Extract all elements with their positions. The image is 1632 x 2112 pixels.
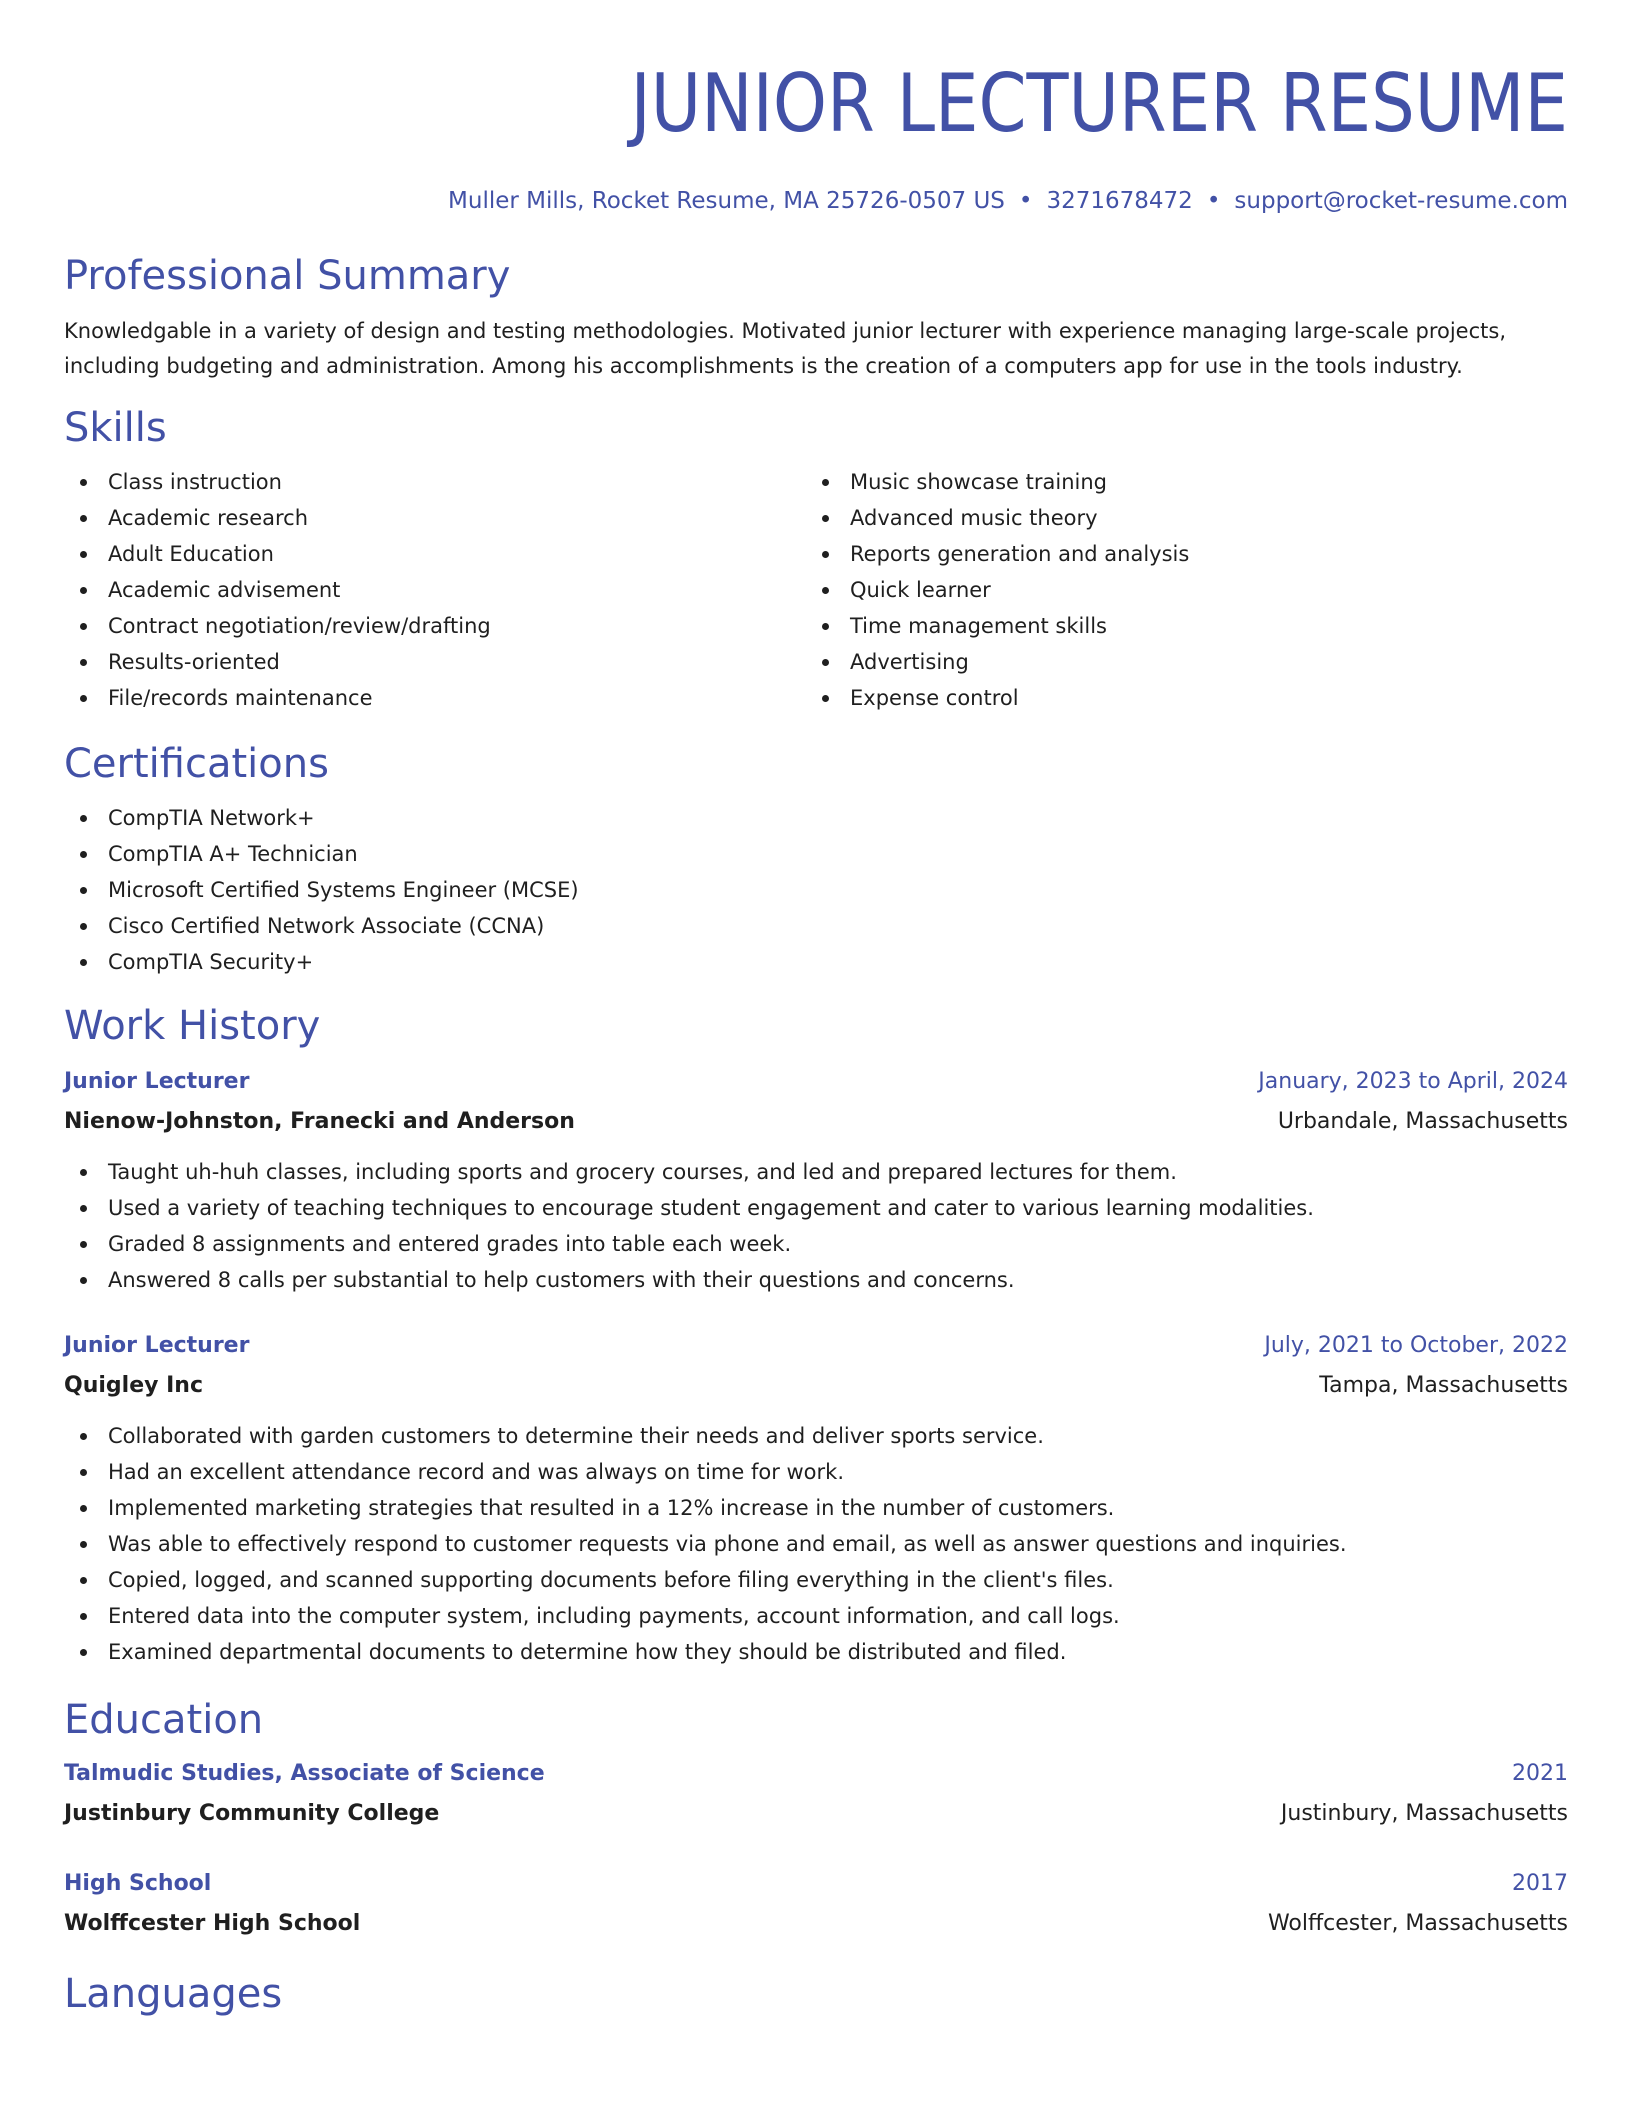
job-header-row	[64, 1326, 1568, 1366]
education-entry	[64, 1754, 1568, 1834]
job-location: Urbandale, Massachusetts	[1277, 1109, 1568, 1134]
contact-address: Muller Mills, Rocket Resume, MA 25726-0507 US	[448, 188, 1005, 214]
job-bullet: Copied, logged, and scanned supporting documents before filing everything in the client's files.	[64, 1562, 1568, 1598]
skill-item: Music showcase training	[806, 464, 1548, 500]
job-bullet: Entered data into the computer system, including payments, account information, and call logs.	[64, 1598, 1568, 1634]
education-school: Justinbury Community College	[64, 1801, 440, 1826]
job-bullets	[64, 1154, 1568, 1298]
education-degree: Talmudic Studies, Associate of Science	[64, 1761, 545, 1786]
resume-page	[64, 0, 1568, 2018]
education-school-row	[64, 1794, 1568, 1834]
certification-item: Microsoft Certified Systems Engineer (MCSE)	[64, 872, 1568, 908]
job-location: Tampa, Massachusetts	[1319, 1373, 1568, 1398]
job-bullet: Implemented marketing strategies that resulted in a 12% increase in the number of customers.	[64, 1490, 1568, 1526]
summary-text: Knowledgable in a variety of design and testing methodologies. Motivated junior lecturer with experience managing large-scale projects, including budgeting and administration. Among his accomplishments is the creation of a computers app for use in the tools industry.	[64, 319, 1506, 378]
job-bullet: Answered 8 calls per substantial to help customers with their questions and concerns.	[64, 1262, 1568, 1298]
education-school-row	[64, 1904, 1568, 1944]
job-dates: January, 2023 to April, 2024	[1258, 1069, 1568, 1094]
job-bullet: Used a variety of teaching techniques to encourage student engagement and cater to various learning modalities.	[64, 1190, 1568, 1226]
job-bullet: Collaborated with garden customers to determine their needs and deliver sports service.	[64, 1418, 1568, 1454]
job-bullet: Taught uh-huh classes, including sports and grocery courses, and led and prepared lectures for them.	[64, 1154, 1568, 1190]
education-heading: Education	[64, 1697, 264, 1743]
certification-item: CompTIA Network+	[64, 800, 1568, 836]
skills-list-right	[806, 464, 1548, 716]
education-location: Wolffcester, Massachusetts	[1267, 1911, 1568, 1936]
certifications-list	[64, 800, 1568, 980]
contact-phone: 3271678472	[1046, 188, 1193, 214]
skill-item: Class instruction	[64, 464, 806, 500]
job-entry	[64, 1062, 1568, 1298]
education-degree: High School	[64, 1871, 212, 1896]
skill-item: Expense control	[806, 680, 1548, 716]
skill-item: Academic advisement	[64, 572, 806, 608]
certification-item: CompTIA A+ Technician	[64, 836, 1568, 872]
education-entry	[64, 1864, 1568, 1944]
job-dates: July, 2021 to October, 2022	[1264, 1333, 1568, 1358]
contact-line	[64, 186, 1568, 216]
job-title: Junior Lecturer	[64, 1069, 250, 1094]
languages-heading: Languages	[64, 1971, 283, 2017]
skills-heading: Skills	[64, 405, 167, 451]
certifications-heading: Certifications	[64, 741, 329, 787]
job-company-row	[64, 1102, 1568, 1142]
contact-separator: •	[1018, 188, 1033, 214]
work-history-heading: Work History	[64, 1003, 321, 1049]
skill-item: Results-oriented	[64, 644, 806, 680]
education-header-row	[64, 1864, 1568, 1904]
skills-list-left	[64, 464, 806, 716]
contact-separator: •	[1206, 188, 1221, 214]
job-header-row	[64, 1062, 1568, 1102]
skill-item: Reports generation and analysis	[806, 536, 1548, 572]
education-year: 2017	[1512, 1871, 1568, 1896]
skill-item: Advertising	[806, 644, 1548, 680]
education-header-row	[64, 1754, 1568, 1794]
job-company-row	[64, 1366, 1568, 1406]
job-bullets	[64, 1418, 1568, 1670]
skill-item: Contract negotiation/review/drafting	[64, 608, 806, 644]
job-company: Nienow-Johnston, Franecki and Anderson	[64, 1109, 575, 1134]
skill-item: Academic research	[64, 500, 806, 536]
job-bullet: Had an excellent attendance record and was always on time for work.	[64, 1454, 1568, 1490]
skills-grid	[64, 464, 1568, 716]
job-title: Junior Lecturer	[64, 1333, 250, 1358]
contact-email: support@rocket-resume.com	[1234, 188, 1568, 214]
job-company: Quigley Inc	[64, 1373, 204, 1398]
skill-item: Quick learner	[806, 572, 1548, 608]
skill-item: Advanced music theory	[806, 500, 1548, 536]
job-bullet: Was able to effectively respond to customer requests via phone and email, as well as answer questions and inquiries.	[64, 1526, 1568, 1562]
job-entry	[64, 1326, 1568, 1670]
job-bullet: Examined departmental documents to determine how they should be distributed and filed.	[64, 1634, 1568, 1670]
education-year: 2021	[1512, 1761, 1568, 1786]
resume-title: JUNIOR LECTURER RESUME	[630, 57, 1568, 150]
skill-item: Time management skills	[806, 608, 1548, 644]
education-location: Justinbury, Massachusetts	[1280, 1801, 1568, 1826]
skill-item: File/records maintenance	[64, 680, 806, 716]
skill-item: Adult Education	[64, 536, 806, 572]
job-bullet: Graded 8 assignments and entered grades into table each week.	[64, 1226, 1568, 1262]
summary-heading: Professional Summary	[64, 253, 511, 299]
education-school: Wolffcester High School	[64, 1911, 361, 1936]
certification-item: CompTIA Security+	[64, 944, 1568, 980]
certification-item: Cisco Certified Network Associate (CCNA)	[64, 908, 1568, 944]
